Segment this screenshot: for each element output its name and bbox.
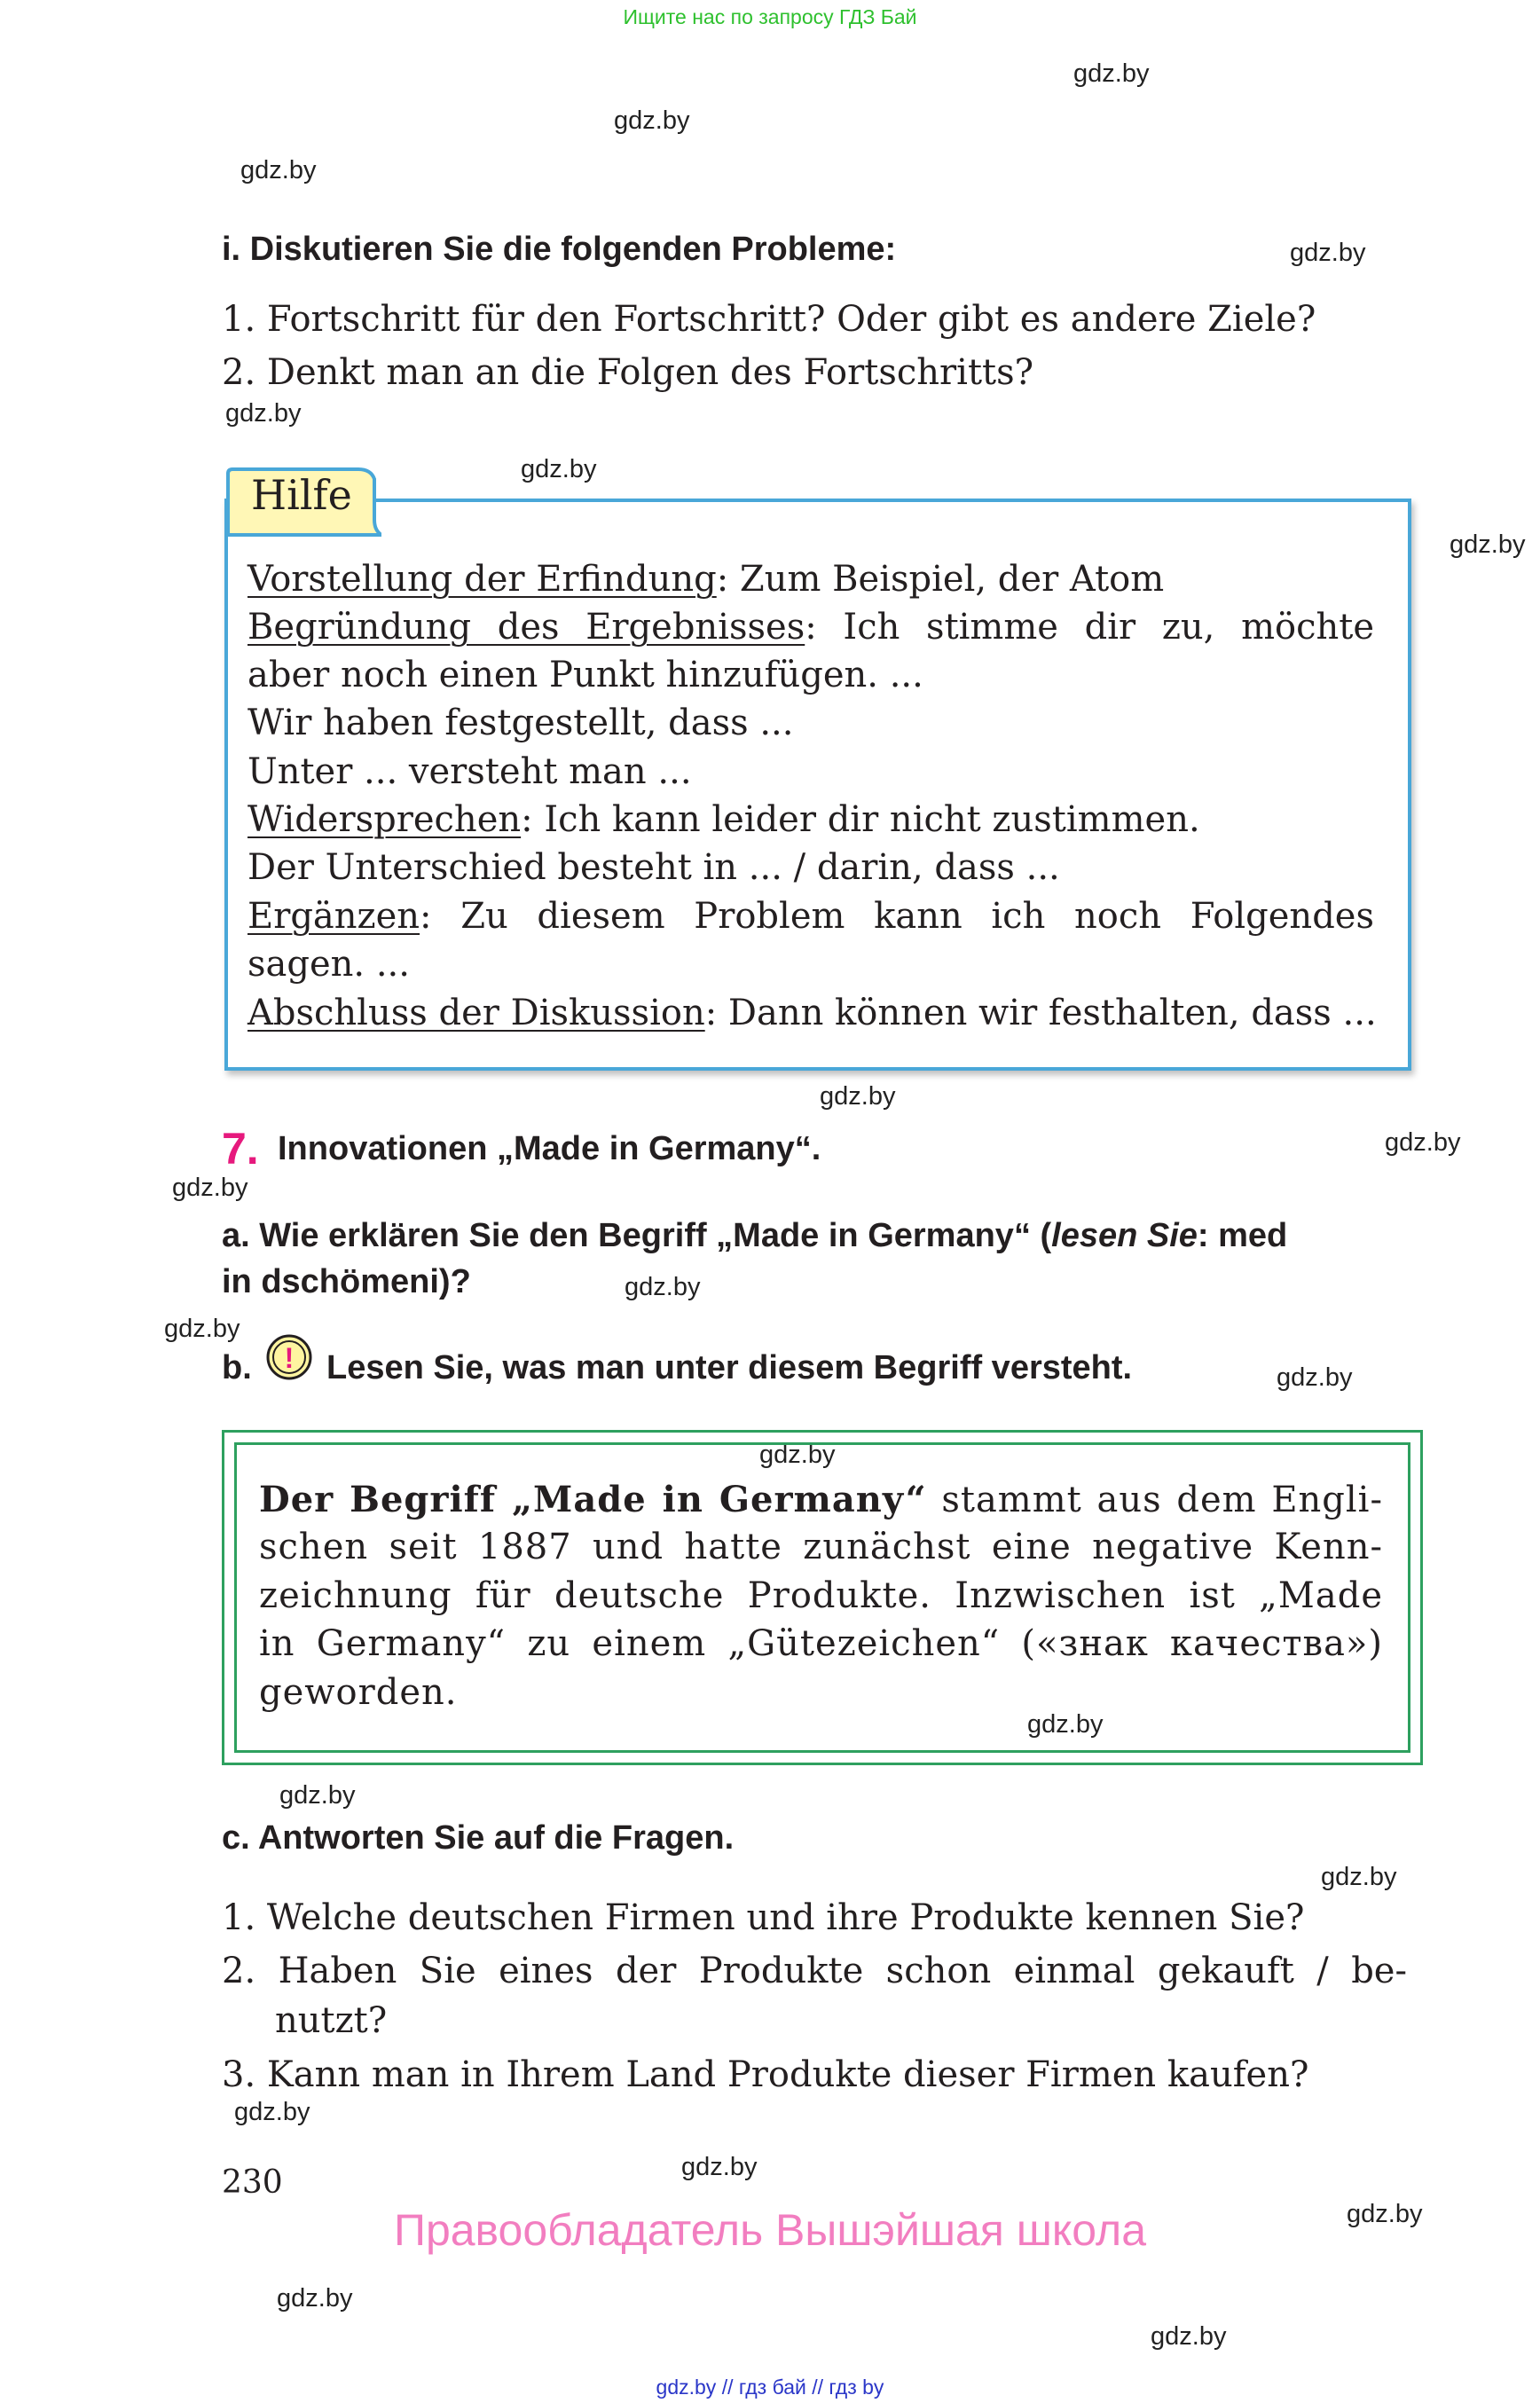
watermark: gdz.by (759, 1441, 836, 1469)
watermark: gdz.by (234, 2098, 310, 2126)
hilfe-line (248, 993, 1377, 1033)
hilfe-phrase: : Ich stimme dir zu, möchte (805, 607, 1375, 648)
hilfe-term: Ergänzen (248, 896, 420, 937)
task-7-title: Innovationen „Made in Germany“. (278, 1130, 821, 1167)
page-number: 230 (222, 2164, 283, 2201)
reading-line: zeichnung für deutsche Produkte. Inzwischen ist „Made (259, 1575, 1383, 1616)
hilfe-line: sagen. ... (248, 944, 410, 985)
watermark: gdz.by (1151, 2322, 1227, 2351)
watermark: gdz.by (172, 1174, 248, 1202)
watermark: gdz.by (521, 455, 597, 483)
reading-line: geworden. (259, 1672, 458, 1713)
watermark: gdz.by (164, 1315, 240, 1343)
hilfe-term: Vorstellung der Erfindung (248, 559, 717, 600)
reading-line: in Germany“ zu einem „Gütezeichen“ («знак качества») (259, 1623, 1383, 1664)
watermark: gdz.by (625, 1273, 701, 1301)
watermark: gdz.by (277, 2284, 353, 2313)
task-7b-prefix: b. (222, 1349, 252, 1386)
task-7a-emphasis: lesen Sie (1051, 1217, 1198, 1254)
watermark: gdz.by (681, 2153, 758, 2181)
hilfe-line (248, 607, 1374, 651)
hilfe-line (248, 799, 1374, 840)
attention-icon (265, 1333, 313, 1381)
task-7c-item: nutzt? (275, 2000, 388, 2041)
hilfe-term: Widersprechen (248, 799, 522, 840)
hilfe-phrase: : Zu diesem Problem kann ich noch Folgendes (420, 896, 1374, 937)
task-7a-line: in dschömeni)? (222, 1263, 471, 1300)
attention-mark: ! (284, 1342, 295, 1374)
reading-line: schen seit 1887 und hatte zunächst eine negative Kenn- (259, 1527, 1383, 1567)
hilfe-line (248, 896, 1374, 940)
watermark: gdz.by (1321, 1863, 1397, 1891)
task-i-heading: i. Diskutieren Sie die folgenden Probleme: (222, 231, 897, 268)
hilfe-title: Hilfe (251, 471, 352, 519)
task-number: 7. (222, 1124, 259, 1174)
hilfe-term: Begründung des Ergebnisses (248, 607, 805, 648)
search-hint[interactable]: Ищите нас по запросу ГДЗ Бай (623, 5, 917, 28)
rights-notice: Правообладатель Вышэйшая школа (394, 2205, 1146, 2255)
reading-term: Der Begriff „Made in Germany“ (259, 1479, 927, 1520)
footer-links[interactable]: gdz.by // гдз бай // гдз by (656, 2376, 884, 2399)
hilfe-term: Abschluss der Diskussion (248, 993, 705, 1033)
hilfe-phrase: : Dann können wir festhalten, dass ... (704, 993, 1377, 1033)
watermark: gdz.by (1290, 239, 1366, 267)
task-i-item: 2. Denkt man an die Folgen des Fortschritts? (222, 352, 1034, 393)
watermark: gdz.by (820, 1082, 896, 1111)
task-7c-item: 2. Haben Sie eines der Produkte schon einmal gekauft / be- (222, 1951, 1407, 1991)
hilfe-line: Unter ... versteht man ... (248, 751, 692, 792)
hilfe-line: Der Unterschied besteht in ... / darin, dass ... (248, 847, 1060, 888)
watermark: gdz.by (1385, 1128, 1461, 1157)
watermark: gdz.by (279, 1781, 356, 1810)
hilfe-line: Wir haben festgestellt, dass ... (248, 703, 794, 743)
task-7c-heading: c. Antworten Sie auf die Fragen. (222, 1819, 735, 1857)
reading-line: Der Begriff „Made in Germany“ stammt aus dem Engli- (259, 1479, 1383, 1520)
watermark: gdz.by (614, 106, 690, 135)
task-7c-item: 1. Welche deutschen Firmen und ihre Produkte kennen Sie? (222, 1897, 1305, 1938)
watermark: gdz.by (1277, 1363, 1353, 1392)
hilfe-line (248, 559, 1374, 600)
watermark: gdz.by (1073, 59, 1150, 88)
hilfe-line: aber noch einen Punkt hinzufügen. ... (248, 655, 923, 695)
task-i-item: 1. Fortschritt für den Fortschritt? Oder gibt es andere Ziele? (222, 299, 1316, 340)
watermark: gdz.by (240, 156, 317, 185)
watermark: gdz.by (1027, 1710, 1104, 1739)
hilfe-phrase: : Ich kann leider dir nicht zustimmen. (521, 799, 1200, 840)
task-7c-item: 3. Kann man in Ihrem Land Produkte dieser Firmen kaufen? (222, 2054, 1309, 2095)
hilfe-phrase: : Zum Beispiel, der Atom (716, 559, 1165, 600)
task-7b-text: Lesen Sie, was man unter diesem Begriff versteht. (326, 1349, 1133, 1386)
watermark: gdz.by (1450, 530, 1526, 559)
watermark: gdz.by (225, 399, 302, 428)
watermark: gdz.by (1347, 2200, 1423, 2228)
task-7a-line: a. Wie erklären Sie den Begriff „Made in Germany“ (lesen Sie: med (222, 1217, 1288, 1254)
